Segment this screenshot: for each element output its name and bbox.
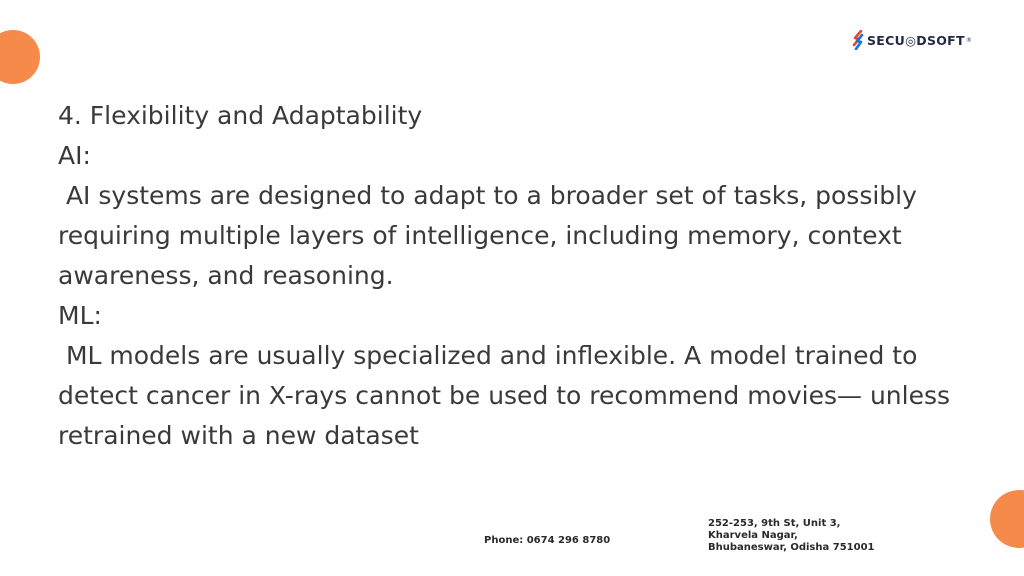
ml-label: ML: xyxy=(58,301,102,330)
address-line: 252-253, 9th St, Unit 3, xyxy=(708,518,841,529)
slide-heading: 4. Flexibility and Adaptability xyxy=(58,101,423,130)
footer-address xyxy=(708,518,874,554)
address-line: Kharvela Nagar, xyxy=(708,530,798,541)
address-line: Bhubaneswar, Odisha 751001 xyxy=(708,542,875,553)
ai-description: AI systems are designed to adapt to a broader set of tasks, possibly requiring multiple layers of intelligence, including memory, context awareness, and reasoning. xyxy=(58,181,925,290)
decorative-circle-top xyxy=(0,30,40,84)
slide-content xyxy=(58,96,988,456)
logo-text: SECU◎DSOFT xyxy=(867,32,965,48)
ml-description: ML models are usually specialized and inflexible. A model trained to detect cancer in X-rays cannot be used to recommend movies— unless retrained with a new dataset xyxy=(58,341,958,450)
ai-label: AI: xyxy=(58,141,91,170)
decorative-circle-bottom xyxy=(990,490,1024,548)
company-logo xyxy=(852,30,972,50)
logo-mark-icon xyxy=(852,30,864,50)
logo-registered-mark: ® xyxy=(965,36,972,44)
footer-phone: Phone: 0674 296 8780 xyxy=(484,535,611,546)
